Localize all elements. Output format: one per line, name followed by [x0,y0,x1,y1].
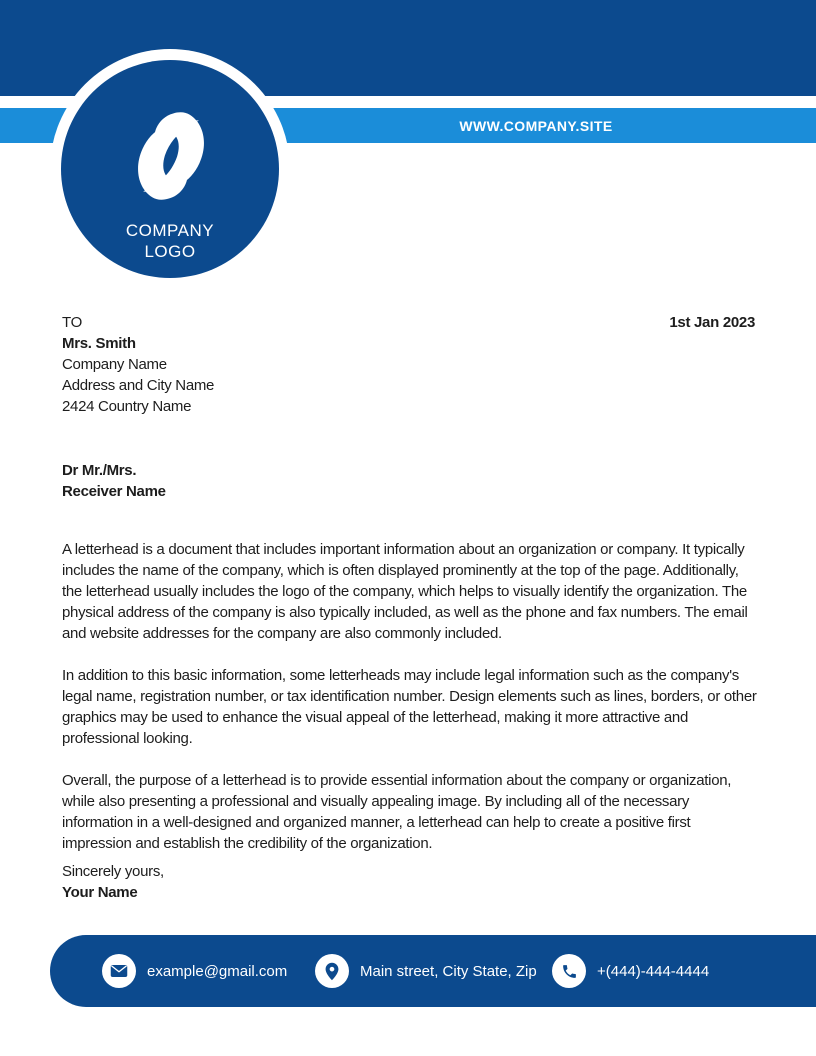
body-paragraph-2: In addition to this basic information, some letterheads may include legal information such as the company's legal name, registration number, or tax identification number. Design elements such as lines, borders, or other graphics may be used to enhance the visual appeal of the letterhead, making it more attractive and professional looking. [62,667,757,747]
recipient-country: 2424 Country Name [62,398,192,415]
body-paragraph-1: A letterhead is a document that includes important information about an organization or company. It typically includes the name of the company, which is often displayed prominently at the top of the page. Additionally, the letterhead usually includes the logo of the company, which helps to visually identify the organization. The physical address of the company is also typically included, as well as the phone and fax numbers. The email and website addresses for the company are also commonly included. [62,541,748,642]
salutation-line1: Dr Mr./Mrs. [62,462,137,479]
footer-contact-bar [50,935,816,1007]
website-url[interactable]: WWW.COMPANY.SITE [459,117,613,134]
logo-text-line1: COMPANY [125,221,215,240]
email-icon [102,954,136,988]
to-label: TO [62,314,82,331]
footer-address-item[interactable] [315,935,537,1007]
salutation-block [62,460,759,502]
letter-date: 1st Jan 2023 [669,314,755,331]
swirl-icon [123,100,219,212]
recipient-block [62,312,759,417]
footer-address-text: Main street, City State, Zip [360,962,537,980]
recipient-company: Company Name [62,356,167,373]
signature-name: Your Name [62,884,138,901]
logo-caption [61,220,279,262]
company-logo [50,49,290,289]
logo-text-line2: LOGO [144,242,196,261]
footer-phone-text[interactable]: +(444)-444-4444 [597,962,710,980]
closing-block [62,861,759,903]
location-icon [315,954,349,988]
phone-icon [552,954,586,988]
footer-email-text[interactable]: example@gmail.com [147,962,288,980]
body-paragraph-3: Overall, the purpose of a letterhead is to provide essential information about the company or organization, while also presenting a professional and visually appealing image. By including all of the necessary information in a well-designed and organized manner, a letterhead can help to create a positive first impression and establish the credibility of the organization. [62,772,732,852]
closing-line: Sincerely yours, [62,863,164,880]
footer-phone-item[interactable] [552,935,709,1007]
recipient-address: Address and City Name [62,377,215,394]
salutation-line2: Receiver Name [62,483,166,500]
recipient-name: Mrs. Smith [62,335,136,352]
logo-circle [61,60,279,278]
footer-email-item[interactable] [102,935,287,1007]
